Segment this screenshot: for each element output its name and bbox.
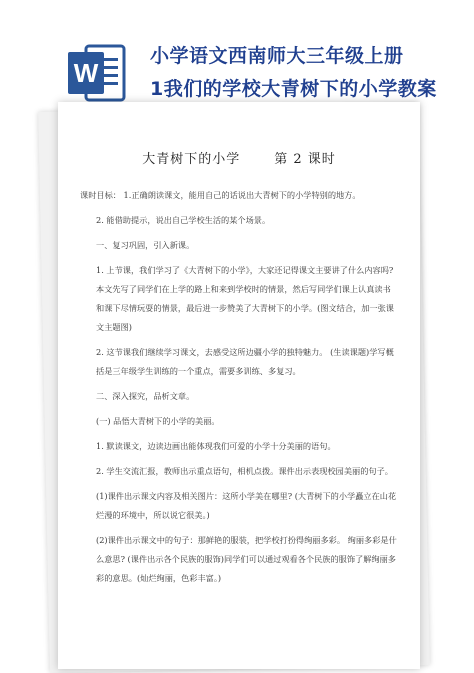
word-document-icon [66, 42, 128, 104]
paragraph: 2. 学生交流汇报，教师出示重点语句，相机点拨。课件出示表现校园美丽的句子。 [96, 466, 393, 476]
paragraph: (1)课件出示课文内容及相关图片：这所小学美在哪里? (大青树下的小学矗立在山花烂漫的环境中，所以说它很美。) [96, 491, 397, 520]
paragraph: 课时目标： 1.正确朗读课文，能用自己的话说出大青树下的小学特别的地方。 [80, 190, 361, 200]
paragraph: 2. 能借助提示，说出自己学校生活的某个场景。 [96, 215, 271, 225]
title-line-2: 1我们的学校大青树下的小学教案 [150, 78, 437, 100]
header [0, 0, 474, 110]
paragraph: 二、深入探究，品析文章。 [96, 391, 195, 401]
document-page [58, 102, 420, 669]
document-title [58, 148, 420, 167]
document-title-lesson: 第 2 课时 [274, 152, 336, 167]
paragraph: 2. 这节课我们继续学习课文，去感受这所边疆小学的独特魅力。 (生读课题)学写概括是三年级学生训练的一个重点，需要多训练、多复习。 [96, 347, 394, 376]
paragraph: 1. 默读课文，边读边画出能体现我们可爱的小学十分美丽的语句。 [96, 441, 336, 451]
paragraph: (2)课件出示课文中的句子：那鲜艳的服装，把学校打扮得绚丽多彩。 绚丽多彩是什么意思? (课件出示各个民族的服饰)同学们可以通过观看各个民族的服饰了解绚丽多彩的意思。(灿烂绚丽，色彩丰富。) [96, 535, 397, 583]
document-body [80, 186, 398, 588]
paragraph: 1. 上节课，我们学习了《大青树下的小学》，大家还记得课文主要讲了什么内容吗?本文先写了同学们在上学的路上和来到学校时的情景，然后写同学们课上认真读书和课下尽情玩耍的情景，最后进一步赞美了大青树下的小学。(图文结合，加一张课文主题图) [96, 265, 394, 332]
page-title [150, 40, 470, 106]
paragraph: (一) 品悟大青树下的小学的美丽。 [96, 416, 220, 426]
document-title-name: 大青树下的小学 [142, 152, 241, 167]
paragraph: 一、复习巩固，引入新课。 [96, 240, 195, 250]
word-icon-letter: W [73, 58, 99, 88]
title-line-1: 小学语文西南师大三年级上册 [150, 45, 404, 67]
